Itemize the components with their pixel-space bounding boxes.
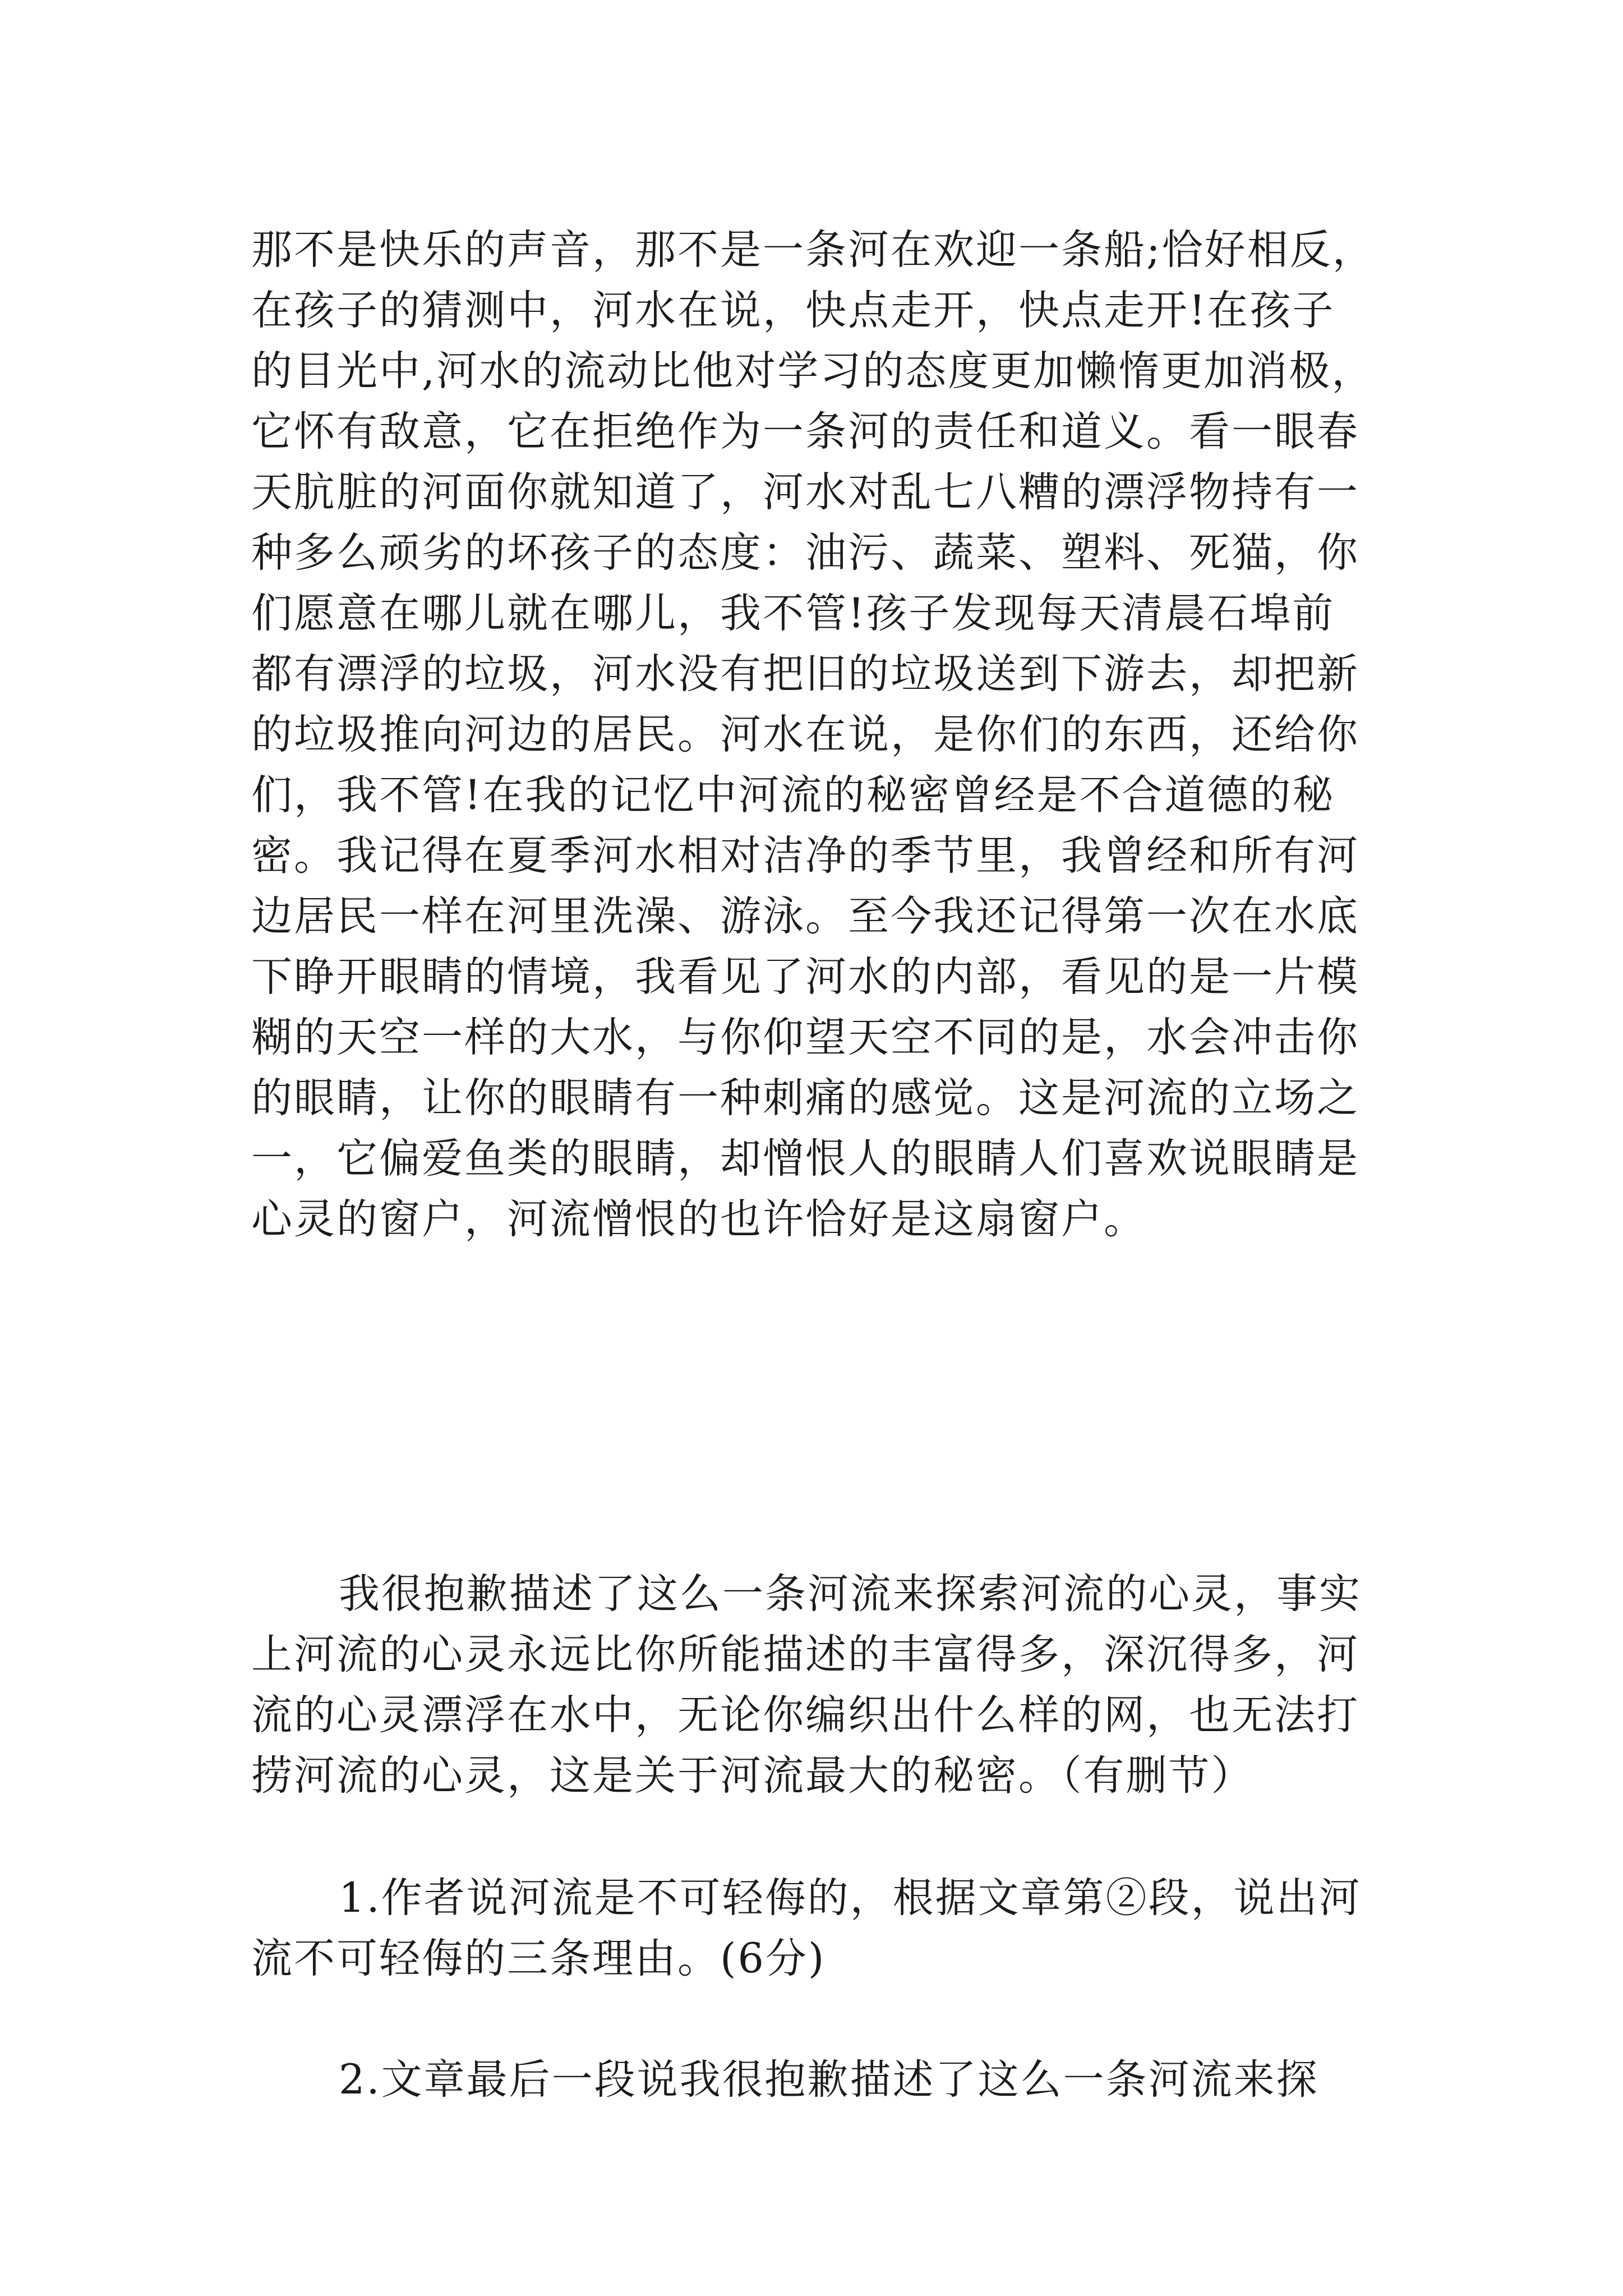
text-line: 种多么顽劣的坏孩子的态度：油污、蔬菜、塑料、死猫，你 [251,529,1359,577]
text-line: 那不是快乐的声音，那不是一条河在欢迎一条船;恰好相反， [251,226,1375,274]
text-line: 在孩子的猜测中，河水在说，快点走开，快点走开!在孩子 [251,287,1335,334]
text-line: 捞河流的心灵，这是关于河流最大的秘密。（有删节） [251,1752,1254,1800]
text-line: 2.文章最后一段说我很抱歉描述了这么一条河流来探 [339,2056,1319,2104]
body-paragraph-1 [251,220,1384,1250]
text-line: 密。我记得在夏季河水相对洁净的季节里，我曾经和所有河 [251,832,1359,880]
text-line: 流不可轻侮的三条理由。(6分) [251,1935,826,1982]
text-line: 上河流的心灵永远比你所能描述的丰富得多，深沉得多，河 [251,1631,1359,1678]
text-line: 流的心灵漂浮在水中，无论你编织出什么样的网，也无法打 [251,1691,1359,1739]
text-line: 它怀有敌意，它在拒绝作为一条河的责任和道义。看一眼春 [251,408,1359,455]
text-line: 的垃圾推向河边的居民。河水在说，是你们的东西，还给你 [251,711,1359,758]
question-1 [251,1868,1384,1989]
text-line: 们愿意在哪儿就在哪儿，我不管!孩子发现每天清晨石埠前 [251,590,1335,637]
text-line: 们，我不管!在我的记忆中河流的秘密曾经是不合道德的秘 [251,771,1335,819]
question-2 [251,2050,1384,2110]
text-line: 都有漂浮的垃圾，河水没有把旧的垃圾送到下游去，却把新 [251,650,1359,698]
text-line: 我很抱歉描述了这么一条河流来探索河流的心灵，事实 [339,1570,1362,1618]
body-paragraph-2 [251,1564,1384,1806]
text-line: 边居民一样在河里洗澡、游泳。至今我还记得第一次在水底 [251,892,1359,940]
text-line: 糊的天空一样的大水，与你仰望天空不同的是，水会冲击你 [251,1014,1359,1061]
text-line: 1.作者说河流是不可轻侮的，根据文章第②段，说出河 [339,1874,1362,1922]
text-line: 天肮脏的河面你就知道了，河水对乱七八糟的漂浮物持有一 [251,468,1359,516]
text-line: 一，它偏爱鱼类的眼睛，却憎恨人的眼睛人们喜欢说眼睛是 [251,1135,1359,1182]
text-line: 的眼睛，让你的眼睛有一种刺痛的感觉。这是河流的立场之 [251,1074,1359,1122]
text-line: 下睁开眼睛的情境，我看见了河水的内部，看见的是一片模 [251,953,1359,1001]
text-line: 的目光中,河水的流动比他对学习的态度更加懒惰更加消极， [251,347,1375,395]
text-line: 心灵的窗户，河流憎恨的也许恰好是这扇窗户。 [251,1195,1146,1243]
